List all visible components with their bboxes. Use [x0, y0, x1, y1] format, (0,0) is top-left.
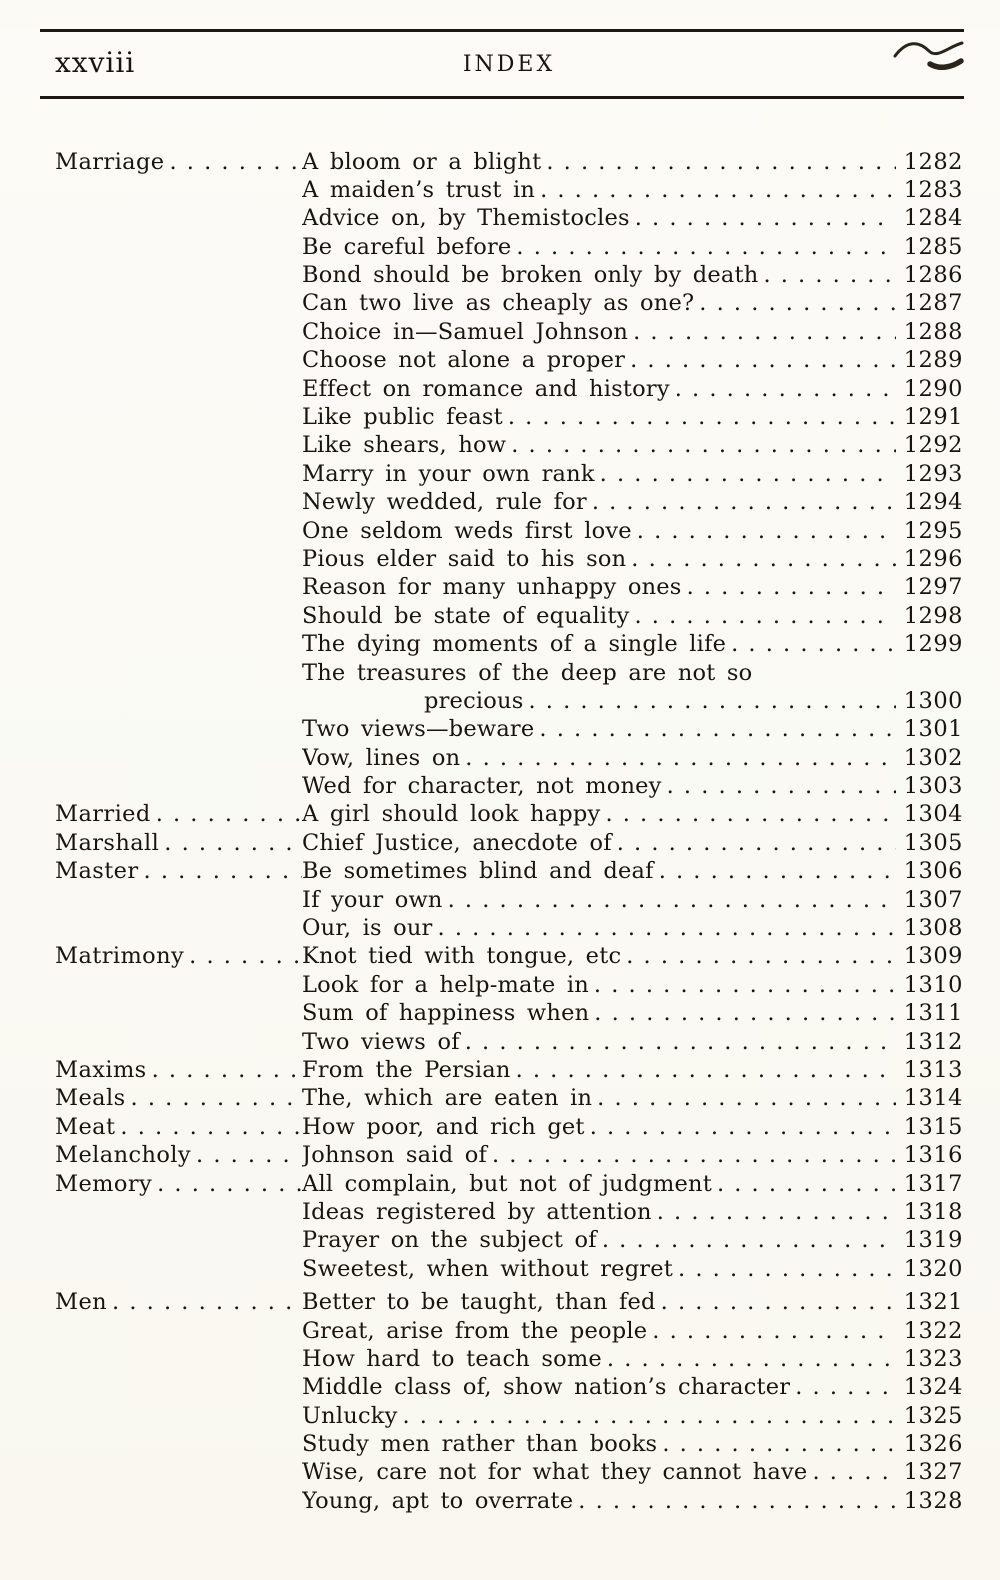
term-column: [55, 1288, 302, 1316]
page-number: 1314: [903, 1085, 963, 1112]
page-number: 1317: [903, 1170, 963, 1197]
entry-term: Marriage: [55, 148, 165, 175]
entry-term: Meat: [55, 1113, 116, 1140]
entry-description: precious: [424, 687, 524, 714]
page-number: 1309: [903, 943, 963, 970]
page-number: 1306: [903, 858, 963, 885]
page-number: 1319: [903, 1227, 963, 1254]
entry-description: Knot tied with tongue, etc: [302, 943, 622, 970]
page-title: INDEX: [462, 52, 556, 77]
description-column: [302, 1113, 896, 1141]
dot-leader: [678, 1255, 896, 1283]
description-column: [302, 971, 896, 999]
page-number: 1284: [903, 205, 963, 232]
entry-description: Better to be taught, than fed: [302, 1289, 656, 1316]
entry-description: Sweetest, when without regret: [302, 1255, 674, 1282]
description-column: [302, 1255, 896, 1283]
index-entry-row: [55, 914, 963, 942]
description-column: [302, 744, 896, 772]
description-column: [302, 1198, 896, 1226]
page-number: 1299: [903, 631, 963, 658]
page-folio: xxviii: [55, 46, 136, 79]
page-number: 1316: [903, 1142, 963, 1169]
term-dot-leader: [196, 1141, 302, 1169]
page-number: 1325: [903, 1402, 963, 1429]
dot-leader: [511, 431, 896, 459]
description-column: [302, 488, 896, 516]
description-column: [302, 942, 896, 970]
dot-leader: [662, 1430, 895, 1458]
description-column: [302, 1345, 896, 1373]
index-entry-row: [55, 971, 963, 999]
page-number: 1323: [903, 1345, 963, 1372]
entry-description: A maiden’s trust in: [302, 176, 536, 203]
description-column: [302, 1084, 896, 1112]
description-column: [302, 517, 896, 545]
index-entry-row: [55, 261, 963, 289]
description-column: [302, 148, 896, 176]
dot-leader: [661, 1288, 896, 1316]
description-column: [302, 460, 896, 488]
page-number: 1292: [903, 432, 963, 459]
index-entry-row: [55, 744, 963, 772]
entry-description: The treasures of the deep are not so: [302, 659, 753, 686]
index-entry-row: [55, 148, 963, 176]
entry-description: Two views—beware: [302, 716, 535, 743]
dot-leader: [659, 857, 896, 885]
entry-description: Choice in—Samuel Johnson: [302, 318, 629, 345]
dot-leader: [763, 261, 895, 289]
dot-leader: [594, 971, 896, 999]
description-column: [302, 715, 896, 743]
dot-leader: [667, 772, 896, 800]
description-column: [302, 545, 896, 573]
header-rule-bottom: [40, 96, 964, 99]
entry-term: Marshall: [55, 829, 160, 856]
entry-description: How hard to teach some: [302, 1345, 602, 1372]
description-column: [302, 800, 896, 828]
entry-description: Like shears, how: [302, 432, 507, 459]
index-entry-row: [55, 431, 963, 459]
index-entry-row: [55, 1028, 963, 1056]
entry-description: A girl should look happy: [302, 801, 601, 828]
description-column: [302, 261, 896, 289]
entry-description: The dying moments of a single life: [302, 631, 727, 658]
index-entry-row: [55, 602, 963, 630]
description-column: [302, 1141, 896, 1169]
page-number: 1321: [903, 1289, 963, 1316]
index-entry-row: [55, 1141, 963, 1169]
entry-description: One seldom weds first love: [302, 517, 632, 544]
dot-leader: [465, 744, 895, 772]
description-column: [302, 573, 896, 601]
page-number: 1298: [903, 602, 963, 629]
term-dot-leader: [131, 1084, 302, 1112]
dot-leader: [403, 1402, 896, 1430]
description-column: [302, 1028, 896, 1056]
index-entry-row: [55, 659, 963, 687]
page-number: 1310: [903, 971, 963, 998]
page-number: 1312: [903, 1028, 963, 1055]
index-entry-row: [55, 886, 963, 914]
dot-leader: [492, 1141, 896, 1169]
entry-description: If your own: [302, 886, 443, 913]
dot-leader: [592, 488, 896, 516]
page-number: 1315: [903, 1113, 963, 1140]
page-number: 1294: [903, 489, 963, 516]
page-number: 1311: [903, 1000, 963, 1027]
entry-description: Great, arise from the people: [302, 1317, 648, 1344]
dot-leader: [657, 1198, 896, 1226]
index-entry-row: [55, 460, 963, 488]
index-entry-row: [55, 1113, 963, 1141]
dot-leader: [516, 233, 895, 261]
page-number: 1285: [903, 233, 963, 260]
dot-leader: [528, 687, 895, 715]
page-number: 1287: [903, 290, 963, 317]
entry-description: Prayer on the subject of: [302, 1227, 597, 1254]
description-column: [302, 1373, 896, 1401]
index-entry-row: [55, 1226, 963, 1254]
index-entry-row: [55, 1084, 963, 1112]
dot-leader: [508, 403, 896, 431]
index-entry-row: [55, 630, 963, 658]
description-column: [302, 233, 896, 261]
dot-leader: [626, 942, 895, 970]
description-column: [302, 772, 896, 800]
description-column: [302, 1317, 896, 1345]
entry-description: Unlucky: [302, 1402, 398, 1429]
dot-leader: [516, 1056, 896, 1084]
entry-term: Meals: [55, 1085, 126, 1112]
index-entry-row: [55, 1458, 963, 1486]
description-column: [302, 999, 896, 1027]
index-entry-row: [55, 715, 963, 743]
index-entry-row: [55, 1430, 963, 1458]
entry-description: Look for a help-mate in: [302, 971, 589, 998]
page-number: 1301: [903, 716, 963, 743]
index-entry-row: [55, 289, 963, 317]
page-number: 1288: [903, 318, 963, 345]
page-number: 1289: [903, 347, 963, 374]
dot-leader: [438, 914, 896, 942]
entry-description: The, which are eaten in: [302, 1085, 593, 1112]
entry-description: A bloom or a blight: [302, 148, 542, 175]
entry-term: Master: [55, 858, 139, 885]
term-dot-leader: [152, 1056, 302, 1084]
entry-description: Effect on romance and history: [302, 375, 670, 402]
term-column: [55, 1141, 302, 1169]
dot-leader: [687, 573, 896, 601]
entry-description: Choose not alone a proper: [302, 347, 626, 374]
term-column: [55, 857, 302, 885]
page-header: [55, 32, 963, 96]
index-entry-row: [55, 1345, 963, 1373]
index-entry-row: [55, 829, 963, 857]
description-column: [302, 289, 896, 317]
description-column: [302, 1170, 896, 1198]
description-column: [302, 857, 896, 885]
index-entry-row: [55, 1487, 963, 1515]
entry-term: Married: [55, 801, 151, 828]
term-column: [55, 1113, 302, 1141]
dot-leader: [812, 1458, 895, 1486]
description-column: [302, 829, 896, 857]
dot-leader: [635, 204, 896, 232]
term-column: [55, 1056, 302, 1084]
index-entry-row: [55, 346, 963, 374]
page-number: 1324: [903, 1374, 963, 1401]
entry-term: Matrimony: [55, 943, 185, 970]
index-entry-row: [55, 233, 963, 261]
dot-leader: [731, 630, 896, 658]
index-entry-row: [55, 545, 963, 573]
entry-description: Like public feast: [302, 404, 503, 431]
index-entry-row: [55, 1170, 963, 1198]
entry-description: Ideas registered by attention: [302, 1198, 652, 1225]
index-entry-row: [55, 403, 963, 431]
page-number: 1303: [903, 773, 963, 800]
index-entry-row: [55, 999, 963, 1027]
description-column: [302, 431, 896, 459]
dot-leader: [448, 886, 896, 914]
entry-description: Can two live as cheaply as one?: [302, 290, 695, 317]
term-dot-leader: [189, 942, 302, 970]
description-column: [302, 886, 896, 914]
dot-leader: [605, 800, 895, 828]
description-column: [302, 659, 963, 687]
index-entry-row: [55, 687, 963, 715]
dot-leader: [630, 346, 896, 374]
dot-leader: [637, 517, 896, 545]
index-list: [55, 148, 963, 1516]
entry-description: Wise, care not for what they cannot have: [302, 1459, 808, 1486]
entry-description: Two views of: [302, 1028, 460, 1055]
description-column: [302, 914, 896, 942]
page-number: 1291: [903, 404, 963, 431]
page-number: 1328: [903, 1487, 963, 1514]
dot-leader: [631, 545, 895, 573]
index-entry-row: [55, 573, 963, 601]
entry-description: Newly wedded, rule for: [302, 489, 587, 516]
page-number: 1302: [903, 744, 963, 771]
description-column: [302, 318, 896, 346]
description-column: [302, 1430, 896, 1458]
entry-description: Johnson said of: [302, 1142, 487, 1169]
dot-leader: [617, 829, 896, 857]
description-column: [302, 602, 896, 630]
page-number: 1296: [903, 545, 963, 572]
page-number: 1327: [903, 1459, 963, 1486]
dot-leader: [600, 460, 896, 488]
entry-term: Memory: [55, 1170, 153, 1197]
index-entry-row: [55, 176, 963, 204]
term-dot-leader: [112, 1288, 302, 1316]
term-dot-leader: [157, 1170, 302, 1198]
page-number: 1304: [903, 801, 963, 828]
page-number: 1297: [903, 574, 963, 601]
entry-description: From the Persian: [302, 1057, 511, 1083]
entry-description: Be sometimes blind and deaf: [302, 858, 654, 885]
term-column: [55, 829, 302, 857]
entry-description: Advice on, by Themistocles: [302, 205, 630, 232]
page-number: 1313: [903, 1057, 963, 1083]
index-entry-row: [55, 1056, 963, 1084]
page-number: 1286: [903, 262, 963, 289]
entry-description: Pious elder said to his son: [302, 545, 627, 572]
page-number: 1318: [903, 1198, 963, 1225]
page-number: 1295: [903, 517, 963, 544]
entry-description: All complain, but not of judgment: [302, 1170, 712, 1197]
entry-description: Chief Justice, anecdote of: [302, 829, 612, 856]
entry-term: Men: [55, 1289, 108, 1316]
page-number: 1326: [903, 1431, 963, 1458]
page-number: 1305: [903, 829, 963, 856]
page-number: 1293: [903, 460, 963, 487]
term-dot-leader: [144, 857, 302, 885]
entry-description: Be careful before: [302, 233, 512, 260]
dot-leader: [652, 1317, 895, 1345]
description-column: [302, 204, 896, 232]
entry-description: Reason for many unhappy ones: [302, 574, 682, 601]
index-entry-row: [55, 204, 963, 232]
dot-leader: [634, 602, 895, 630]
description-column: [302, 1288, 896, 1316]
description-column: [302, 687, 896, 715]
term-dot-leader: [164, 829, 302, 857]
index-entry-row: [55, 857, 963, 885]
term-dot-leader: [120, 1113, 302, 1141]
entry-description: Young, apt to overrate: [302, 1487, 574, 1514]
term-column: [55, 148, 302, 176]
dot-leader: [539, 715, 895, 743]
index-entry-row: [55, 772, 963, 800]
dot-leader: [590, 1113, 896, 1141]
entry-term: Maxims: [55, 1057, 147, 1083]
term-column: [55, 942, 302, 970]
term-dot-leader: [170, 148, 303, 176]
term-column: [55, 1170, 302, 1198]
index-entry-row: [55, 800, 963, 828]
dot-leader: [602, 1226, 896, 1254]
index-entry-row: [55, 1288, 963, 1316]
entry-description: Our, is our: [302, 915, 433, 942]
page-number: 1282: [903, 148, 963, 175]
page-number: 1283: [903, 176, 963, 203]
description-column: [302, 1226, 896, 1254]
index-entry-row: [55, 488, 963, 516]
page-number: 1320: [903, 1255, 963, 1282]
index-entry-row: [55, 375, 963, 403]
entry-description: Study men rather than books: [302, 1431, 658, 1458]
dot-leader: [597, 1084, 896, 1112]
dot-leader: [594, 999, 895, 1027]
book-page: [0, 29, 1000, 1580]
page-number: 1307: [903, 886, 963, 913]
page-number: 1308: [903, 915, 963, 942]
entry-description: Middle class of, show nation’s character: [302, 1374, 791, 1401]
description-column: [302, 375, 896, 403]
entry-description: Sum of happiness when: [302, 1000, 590, 1027]
index-entry-row: [55, 1402, 963, 1430]
page-number: 1322: [903, 1317, 963, 1344]
index-entry-row: [55, 1317, 963, 1345]
page-number: 1290: [903, 375, 963, 402]
entry-description: How poor, and rich get: [302, 1113, 585, 1140]
entry-term: Melancholy: [55, 1142, 192, 1169]
dot-leader: [607, 1345, 896, 1373]
description-column: [302, 176, 896, 204]
dot-leader: [699, 289, 895, 317]
entry-description: Should be state of equality: [302, 602, 630, 629]
dot-leader: [578, 1487, 895, 1515]
index-entry-row: [55, 1255, 963, 1283]
term-column: [55, 1084, 302, 1112]
index-entry-row: [55, 1198, 963, 1226]
dot-leader: [717, 1170, 896, 1198]
index-entry-row: [55, 1373, 963, 1401]
description-column: [302, 1056, 896, 1084]
index-entry-row: [55, 318, 963, 346]
dot-leader: [465, 1028, 896, 1056]
index-entry-row: [55, 942, 963, 970]
description-column: [302, 346, 896, 374]
description-column: [302, 1487, 896, 1515]
term-column: [55, 800, 302, 828]
index-entry-row: [55, 517, 963, 545]
entry-description: Marry in your own rank: [302, 460, 595, 487]
entry-description: Bond should be broken only by death: [302, 262, 759, 289]
description-column: [302, 630, 896, 658]
description-column: [302, 403, 896, 431]
dot-leader: [675, 375, 896, 403]
dot-leader: [540, 176, 896, 204]
dot-leader: [633, 318, 896, 346]
description-column: [302, 1402, 896, 1430]
term-dot-leader: [156, 800, 302, 828]
dot-leader: [795, 1373, 896, 1401]
entry-description: Wed for character, not money: [302, 773, 662, 800]
page-number: 1300: [903, 687, 963, 714]
dot-leader: [546, 148, 895, 176]
entry-description: Vow, lines on: [302, 744, 461, 771]
description-column: [302, 1458, 896, 1486]
